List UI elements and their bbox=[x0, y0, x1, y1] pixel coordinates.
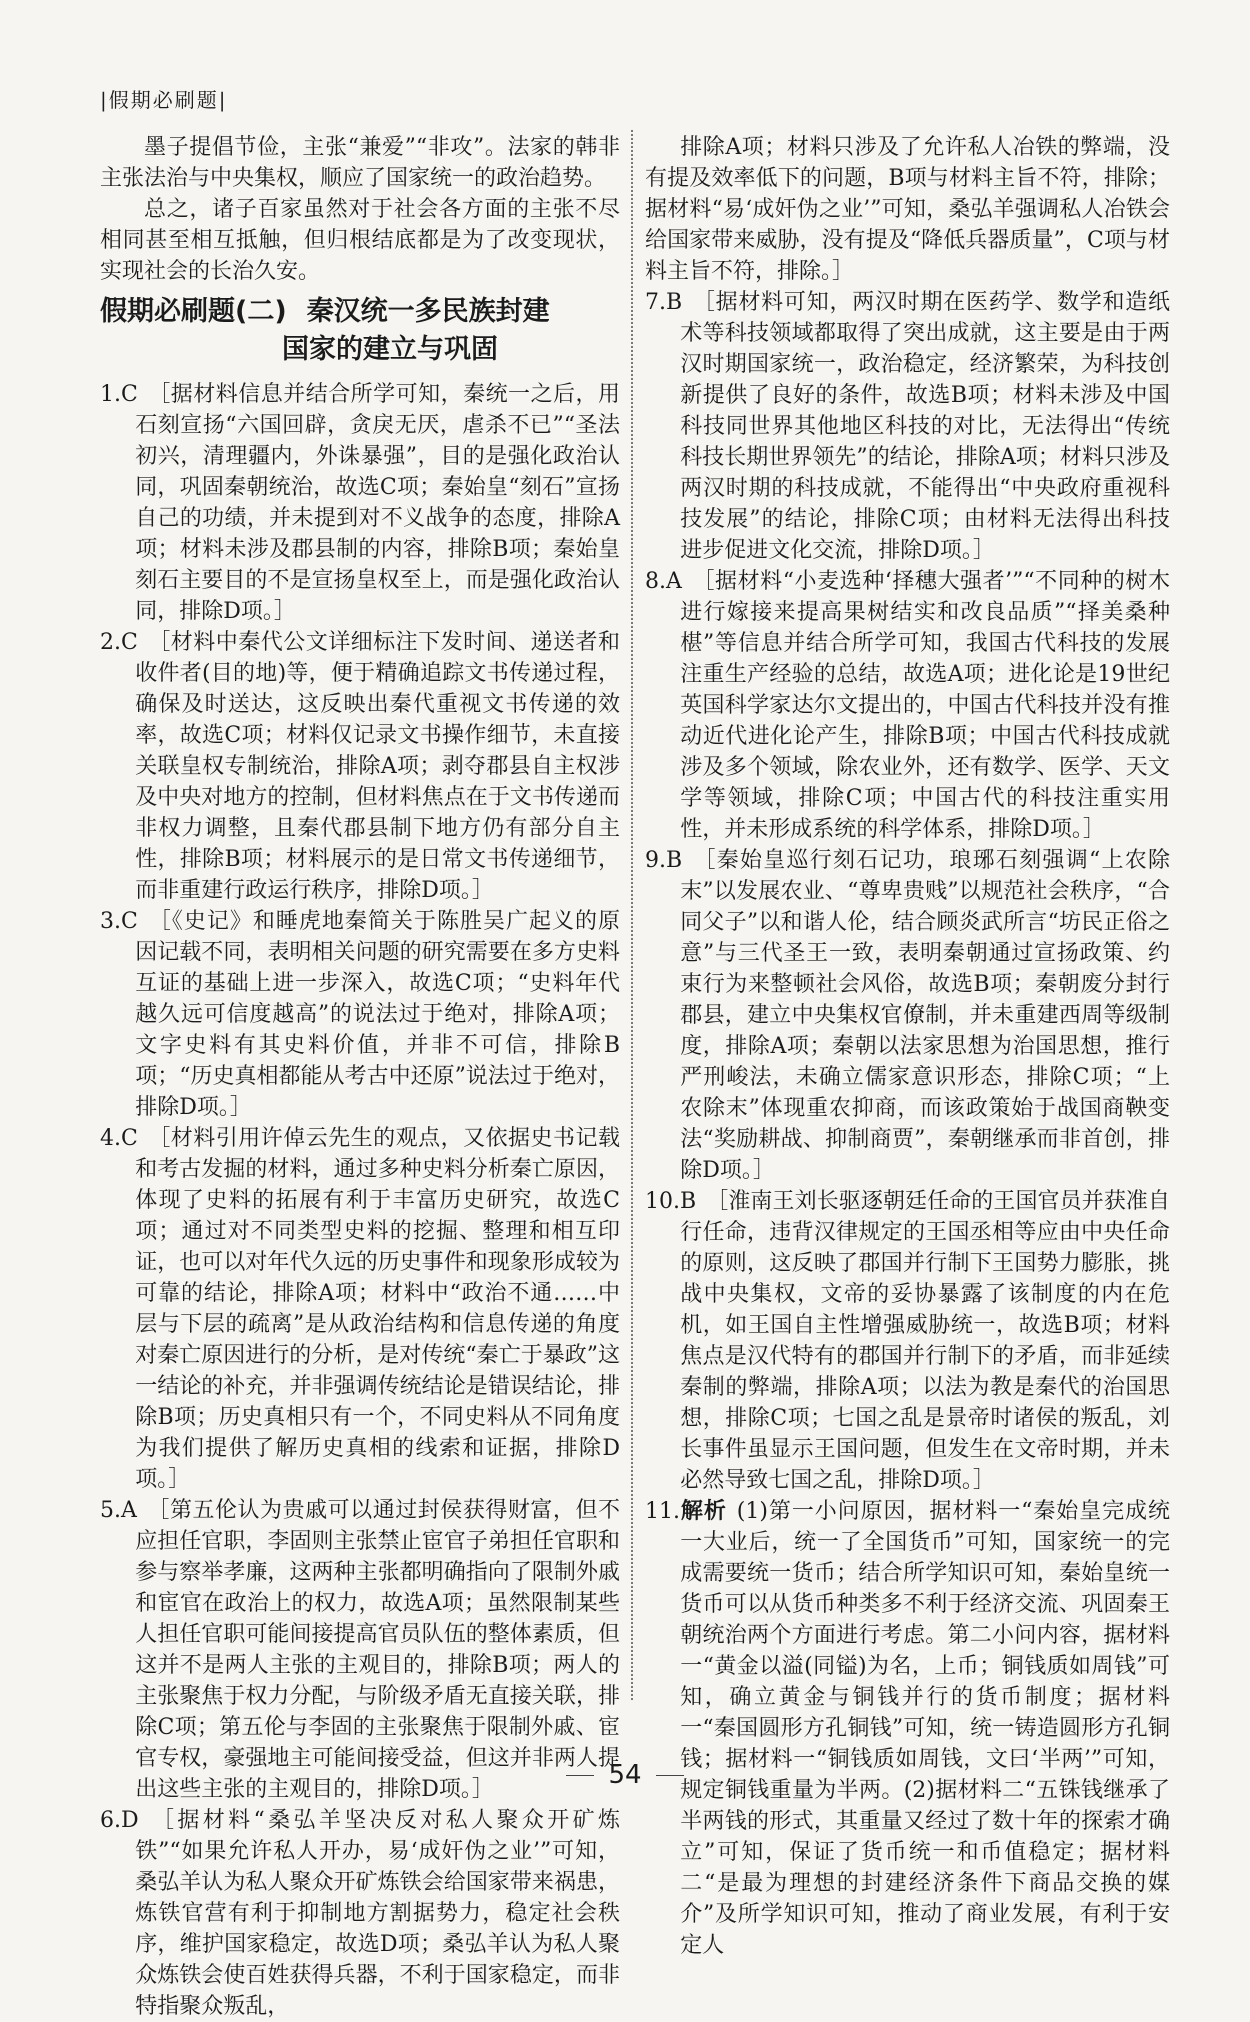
answer-item bbox=[100, 1495, 620, 1805]
left-column bbox=[100, 132, 620, 2022]
answer-item bbox=[100, 1123, 620, 1495]
item-answer: C bbox=[121, 630, 138, 655]
answer-item bbox=[645, 287, 1170, 566]
item-answer: D bbox=[121, 1808, 139, 1833]
item-number: 6. bbox=[100, 1808, 121, 1833]
answer-item bbox=[645, 845, 1170, 1186]
item-number: 3. bbox=[100, 909, 121, 934]
item-number: 1. bbox=[100, 382, 121, 407]
item-number: 2. bbox=[100, 630, 121, 655]
item-answer: C bbox=[121, 1126, 138, 1151]
item-answer: C bbox=[121, 382, 138, 407]
item-explanation: ［《史记》和睡虎地秦简关于陈胜吴广起义的原因记载不同，表明相关问题的研究需要在多方史料互证的基础上进一步深入，故选C项；“史料年代越久远可信度越高”的说法过于绝对，排除A项；文字史料有其史料价值，并非不可信，排除B项；“历史真相都能从考古中还原”说法过于绝对，排除D项。］ bbox=[135, 909, 620, 1120]
item-answer: A bbox=[121, 1498, 137, 1523]
section-label: 假期必刷题(二) bbox=[100, 296, 287, 327]
item-number: 11. bbox=[645, 1499, 680, 1524]
page-dash-left bbox=[566, 1775, 594, 1776]
item-answer: C bbox=[121, 909, 138, 934]
item-answer: B bbox=[666, 290, 683, 315]
answer-item bbox=[100, 627, 620, 906]
answer-item bbox=[645, 1186, 1170, 1496]
page-dash-right bbox=[656, 1775, 684, 1776]
item-number: 4. bbox=[100, 1126, 121, 1151]
item-explanation: ［材料引用许倬云先生的观点，又依据史书记载和考古发掘的材料，通过多种史料分析秦亡原因，体现了史料的拓展有利于丰富历史研究，故选C项；通过对不同类型史料的挖掘、整理和相互印证，也可以对年代久远的历史事件和现象形成较为可靠的结论，排除A项；材料中“政治不通……中层与下层的疏离”是从政治结构和信息传递的角度对秦亡原因进行的分析，是对传统“秦亡于暴政”这一结论的补充，并非强调传统结论是错误结论，排除B项；历史真相只有一个，不同史料从不同角度为我们提供了解历史真相的线索和证据，排除D项。］ bbox=[135, 1126, 620, 1492]
continuation-text: 排除A项；材料只涉及了允许私人冶铁的弊端，没有提及效率低下的问题，B项与材料主旨不符，排除；据材料“易‘成奸伪之业’”可知，桑弘羊强调私人冶铁会给国家带来威胁，没有提及“降低兵器质量”，C项与材料主旨不符，排除。］ bbox=[645, 135, 1170, 284]
item-number: 9. bbox=[645, 848, 666, 873]
intro-paragraph: 总之，诸子百家虽然对于社会各方面的主张不尽相同甚至相互抵触，但归根结底都是为了改变现状，实现社会的长治久安。 bbox=[100, 197, 620, 284]
item-explanation: ［第五伦认为贵戚可以通过封侯获得财富，但不应担任官职，李固则主张禁止宦官子弟担任官职和参与察举孝廉，这两种主张都明确指向了限制外戚和宦官在政治上的权力，故选A项；虽然限制某些人担任官职可能间接提高官员队伍的整体素质，但这并不是两人主张的主观目的，排除B项；两人的主张聚焦于权力分配，与阶级矛盾无直接关联，排除C项；第五伦与李固的主张聚焦于限制外戚、宦官专权，豪强地主可能间接受益，但这并非两人提出这些主张的主观目的，排除D项。］ bbox=[135, 1498, 620, 1802]
item-explanation: ［据材料“桑弘羊坚决反对私人聚众开矿炼铁”“如果允许私人开办，易‘成奸伪之业’”可知，桑弘羊认为私人聚众开矿炼铁会给国家带来祸患，炼铁官营有利于抑制地方割据势力，稳定社会秩序，维护国家稳定，故选D项；桑弘羊认为私人聚众炼铁会使百姓获得兵器，不利于国家稳定，而非特指聚众叛乱， bbox=[135, 1808, 620, 2019]
intro-paragraph: 墨子提倡节俭，主张“兼爱”“非攻”。法家的韩非主张法治与中央集权，顺应了国家统一的政治趋势。 bbox=[100, 135, 620, 191]
item-number: 5. bbox=[100, 1498, 121, 1523]
analysis-label: 解析 bbox=[680, 1499, 727, 1524]
answer-item bbox=[100, 906, 620, 1123]
item-number: 10. bbox=[645, 1189, 680, 1214]
item-number: 8. bbox=[645, 569, 666, 594]
page-number: 54 bbox=[608, 1760, 642, 1790]
answer-item bbox=[100, 1805, 620, 2022]
item-explanation: ［材料中秦代公文详细标注下发时间、递送者和收件者(目的地)等，便于精确追踪文书传递过程，确保及时送达，这反映出秦代重视文书传递的效率，故选C项；材料仅记录文书操作细节，未直接关联皇权专制统治，排除A项；剥夺郡县自主权涉及中央对地方的控制，但材料焦点在于文书传递而非权力调整，且秦代郡县制下地方仍有部分自主性，排除B项；材料展示的是日常文书传递细节，而非重建行政运行秩序，排除D项。］ bbox=[135, 630, 620, 903]
item-answer: B bbox=[680, 1189, 697, 1214]
right-column bbox=[645, 132, 1170, 1961]
item-explanation: ［秦始皇巡行刻石记功，琅琊石刻强调“上农除末”以发展农业、“尊卑贵贱”以规范社会秩序，“合同父子”以和谐人伦，结合顾炎武所言“坊民正俗之意”与三代圣王一致，表明秦朝通过宣扬政策、约束行为来整顿社会风俗，故选B项；秦朝废分封行郡县，建立中央集权官僚制，并未重建西周等级制度，排除A项；秦朝以法家思想为治国思想，推行严刑峻法，未确立儒家意识形态，排除C项；“上农除末”体现重农抑商，而该政策始于战国商鞅变法“奖励耕战、抑制商贾”，秦朝继承而非首创，排除D项。］ bbox=[680, 848, 1170, 1183]
header-label: |假期必刷题| bbox=[100, 88, 228, 112]
column-divider bbox=[631, 130, 633, 1700]
section-title-line1: 秦汉统一多民族封建 bbox=[306, 296, 550, 327]
answer-item bbox=[645, 1496, 1170, 1961]
answer-item bbox=[645, 566, 1170, 845]
page-number-footer bbox=[0, 1760, 1250, 1790]
section-title bbox=[100, 293, 620, 369]
item-explanation: (1)第一小问原因，据材料一“秦始皇完成统一大业后，统一了全国货币”可知，国家统一的完成需要统一货币；结合所学知识可知，秦始皇统一货币可以从货币种类多不利于经济交流、巩固秦王朝统治两个方面进行考虑。第二小问内容，据材料一“黄金以溢(同镒)为名，上币；铜钱质如周钱”可知，确立黄金与铜钱并行的货币制度；据材料一“秦国圆形方孔铜钱”可知，统一铸造圆形方孔铜钱；据材料一“铜钱质如周钱，文曰‘半两’”可知，规定铜钱重量为半两。(2)据材料二“五铢钱继承了半两钱的形式，其重量又经过了数十年的探索才确立”可知，保证了货币统一和币值稳定；据材料二“是最为理想的封建经济条件下商品交换的媒介”及所学知识可知，推动了商业发展，有利于安定人 bbox=[680, 1499, 1170, 1958]
item-explanation: ［据材料可知，两汉时期在医药学、数学和造纸术等科技领域都取得了突出成就，这主要是由于两汉时期国家统一，政治稳定，经济繁荣，为科技创新提供了良好的条件，故选B项；材料未涉及中国科技同世界其他地区科技的对比，无法得出“传统科技长期世界领先”的结论，排除A项；材料只涉及两汉时期的科技成就，不能得出“中央政府重视科技发展”的结论，排除C项；由材料无法得出科技进步促进文化交流，排除D项。］ bbox=[680, 290, 1170, 563]
answer-item bbox=[100, 379, 620, 627]
item-explanation: ［淮南王刘长驱逐朝廷任命的王国官员并获准自行任命，违背汉律规定的王国丞相等应由中央任命的原则，这反映了郡国并行制下王国势力膨胀，挑战中央集权，文帝的妥协暴露了该制度的内在危机，如王国自主性增强威胁统一，故选B项；材料焦点是汉代特有的郡国并行制下的矛盾，而非延续秦制的弊端，排除A项；以法为教是秦代的治国思想，排除C项；七国之乱是景帝时诸侯的叛乱，刘长事件虽显示王国问题，但发生在文帝时期，并未必然导致七国之乱，排除D项。］ bbox=[680, 1189, 1170, 1493]
item-number: 7. bbox=[645, 290, 666, 315]
section-title-line2: 国家的建立与巩固 bbox=[282, 334, 498, 365]
item-explanation: ［据材料“小麦选种‘择穗大强者’”“不同种的树木进行嫁接来提高果树结实和改良品质”“择美桑种椹”等信息并结合所学可知，我国古代科技的发展注重生产经验的总结，故选A项；进化论是19世纪英国科学家达尔文提出的，中国古代科技并没有推动近代进化论产生，排除B项；中国古代科技成就涉及多个领域，除农业外，还有数学、医学、天文学等领域，排除C项；中国古代的科技注重实用性，并未形成系统的科学体系，排除D项。］ bbox=[680, 569, 1170, 842]
item-answer: A bbox=[666, 569, 682, 594]
item-explanation: ［据材料信息并结合所学可知，秦统一之后，用石刻宣扬“六国回辟，贪戾无厌，虐杀不已”“圣法初兴，清理疆内，外诛暴强”，目的是强化政治认同，巩固秦朝统治，故选C项；秦始皇“刻石”宣扬自己的功绩，并未提到对不义战争的态度，排除A项；材料未涉及郡县制的内容，排除B项；秦始皇刻石主要目的不是宣扬皇权至上，而是强化政治认同，排除D项。］ bbox=[135, 382, 620, 624]
item-answer: B bbox=[666, 848, 683, 873]
